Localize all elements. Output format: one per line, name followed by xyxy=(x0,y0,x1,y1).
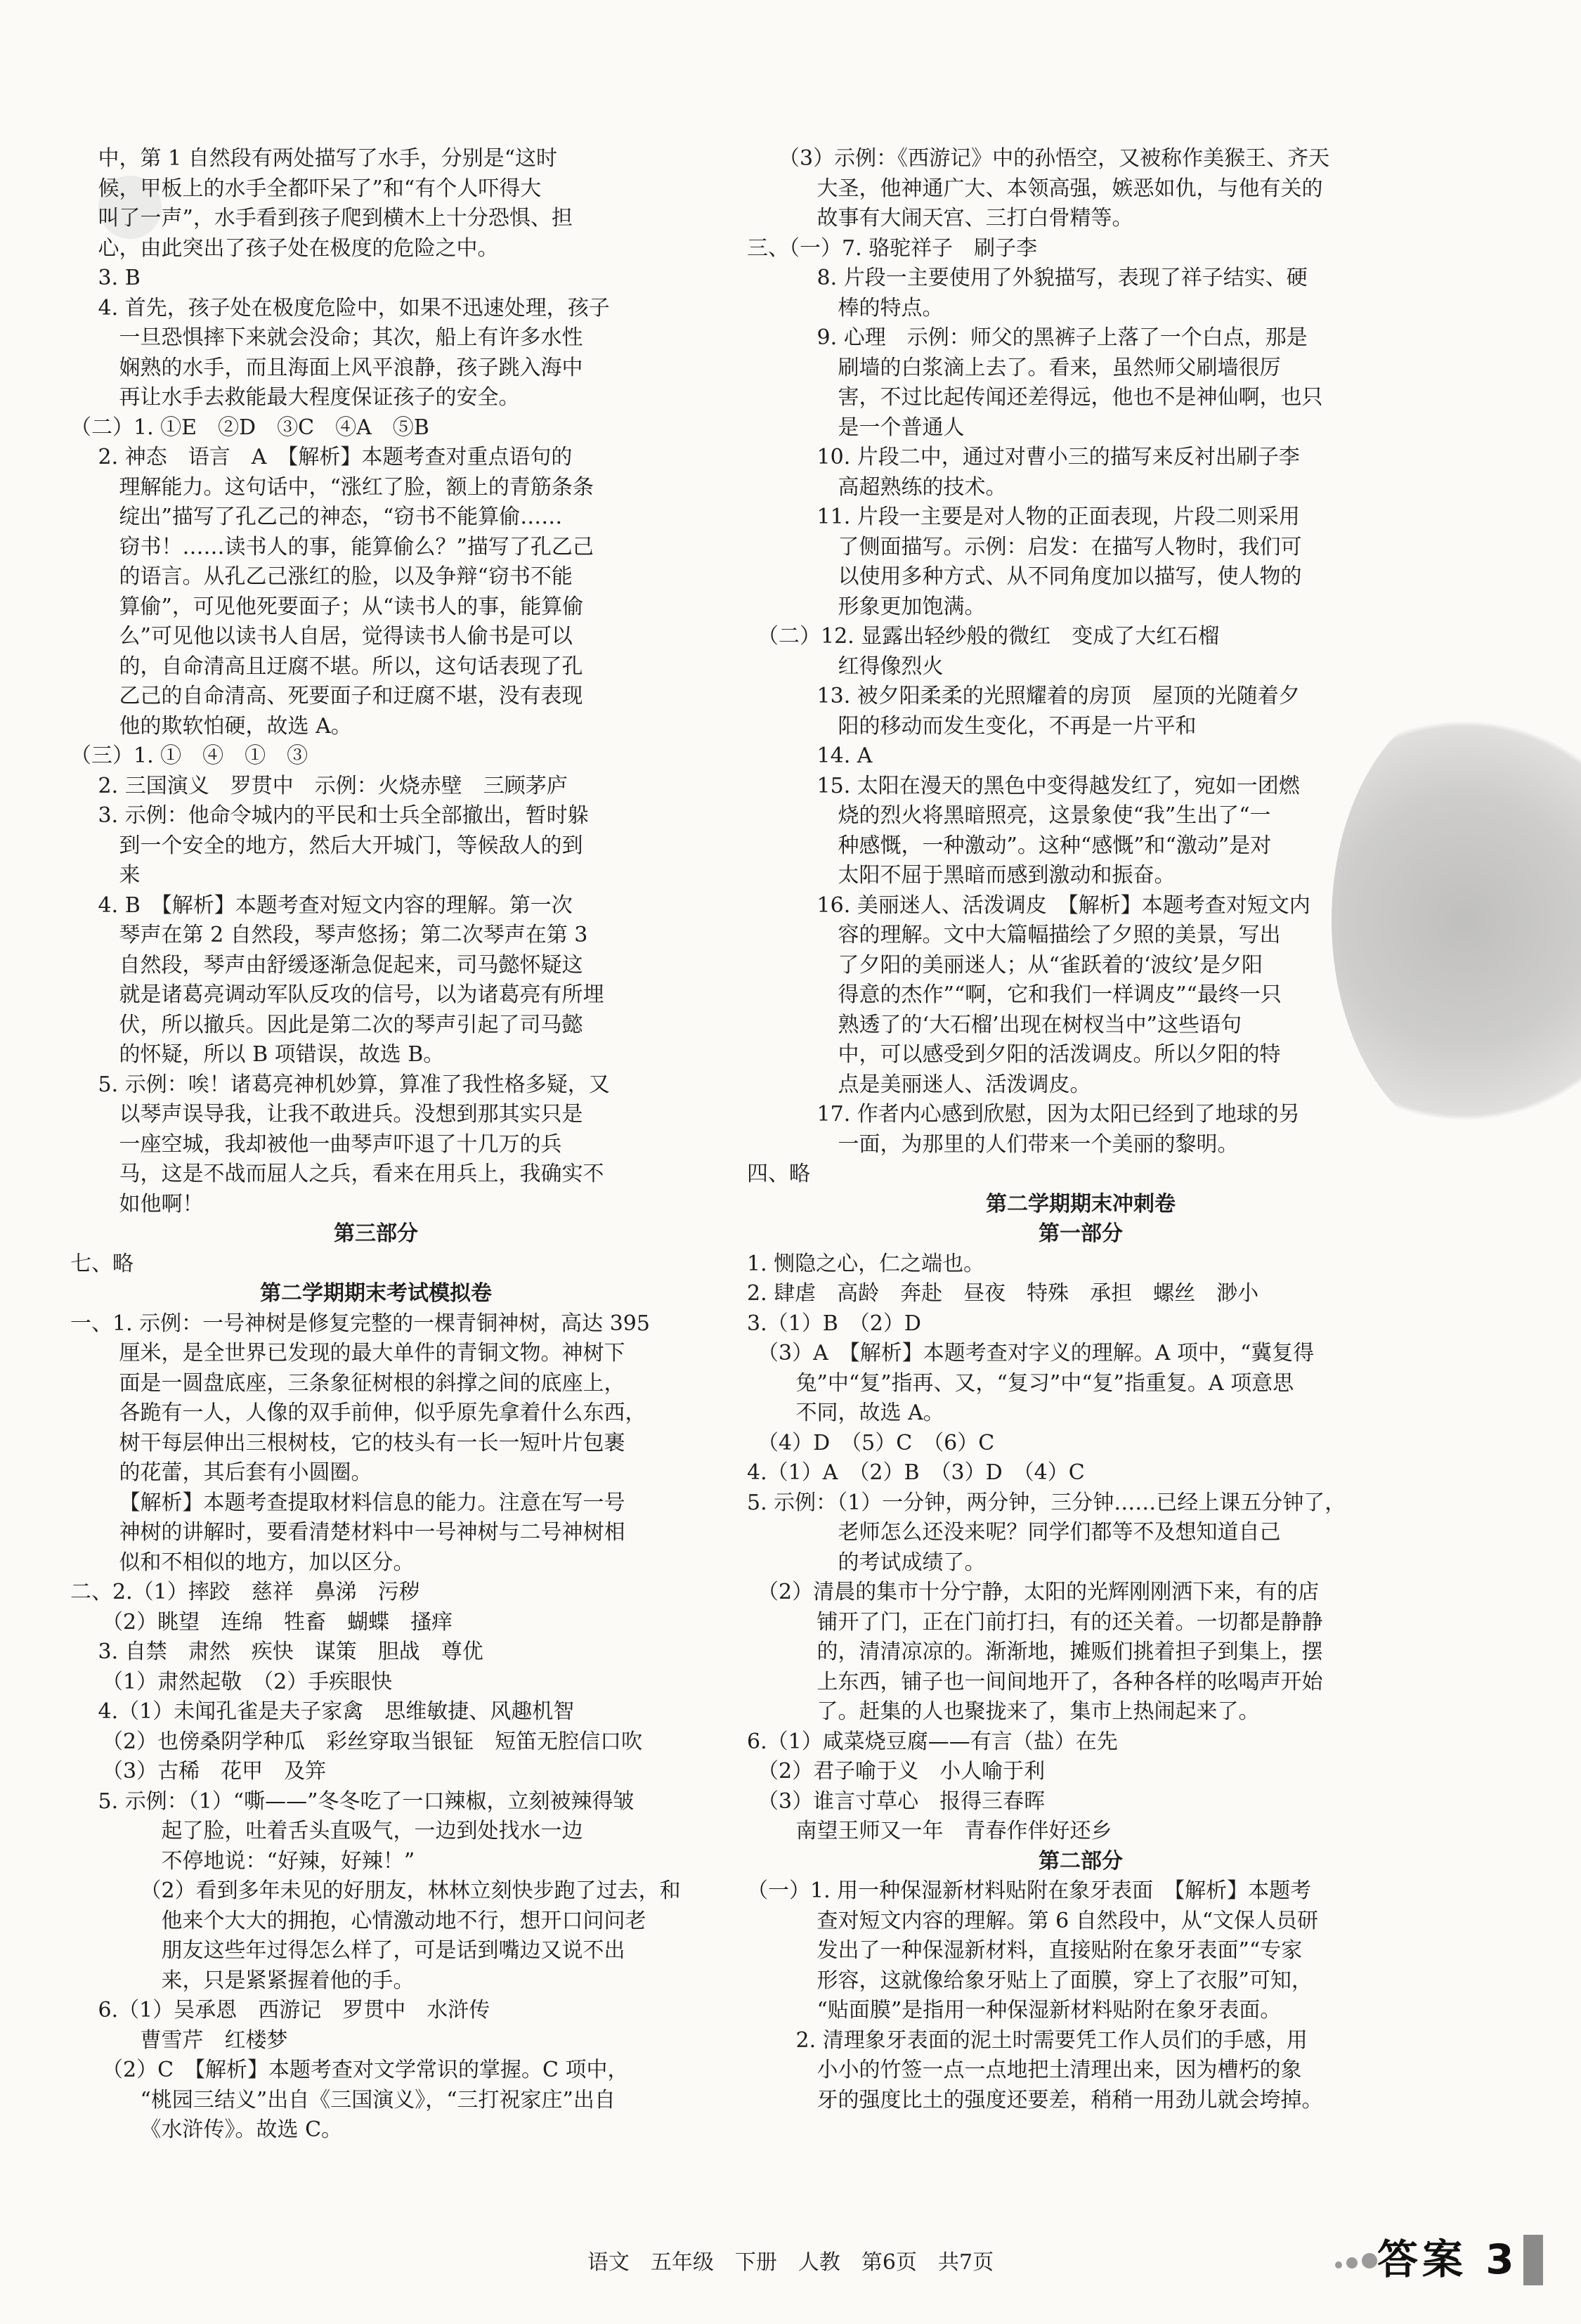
text-line: 一面，为那里的人们带来一个美丽的黎明。 xyxy=(747,1131,1239,1157)
text-line: 8. 片段一主要使用了外貌描写，表现了祥子结实、硬 xyxy=(747,266,1308,290)
section-heading: 第一部分 xyxy=(1039,1221,1123,1246)
text-line: 曹雪芹 红楼梦 xyxy=(70,2027,288,2053)
text-line: 二、2.（1）摔跤 慈祥 鼻涕 污秽 xyxy=(70,1580,420,1604)
text-line: 各跪有一人，人像的双手前伸，似乎原先拿着什么东西， xyxy=(70,1401,646,1425)
text-line: 【解析】本题考查提取材料信息的能力。注意在写一号 xyxy=(70,1490,625,1515)
text-line: 种感慨，一种激动”。这种“感慨”和“激动”是对 xyxy=(747,833,1272,858)
text-line: 四、略 xyxy=(747,1162,810,1186)
text-line: 2. 肆虐 高龄 奔赴 昼夜 特殊 承担 螺丝 渺小 xyxy=(747,1281,1259,1306)
answer-label: 答案 3 xyxy=(1377,2235,1518,2283)
text-line: 发出了一种保湿新材料，直接贴附在象牙表面”“专家 xyxy=(747,1938,1303,1963)
text-line: 七、略 xyxy=(70,1251,134,1276)
text-line: 是一个普通人 xyxy=(747,415,965,440)
text-line: （1）肃然起敬 （2）手疾眼快 xyxy=(70,1669,393,1694)
text-line: 了。赶集的人也聚拢来了，集市上热闹起来了。 xyxy=(747,1699,1260,1724)
text-line: 《水浒传》。故选 C。 xyxy=(70,2117,343,2142)
text-line: 就是诸葛亮调动军队反攻的信号，以为诸葛亮有所埋 xyxy=(70,982,604,1007)
text-line: （2）C 【解析】本题考查对文学常识的掌握。C 项中， xyxy=(70,2058,629,2082)
text-line: 3. 示例：他命令城内的平民和士兵全部撤出，暂时躲 xyxy=(70,803,589,828)
text-line: 马，这是不战而屈人之兵，看来在用兵上，我确实不 xyxy=(70,1162,604,1186)
text-line: 厘米，是全世界已发现的最大单件的青铜文物。神树下 xyxy=(70,1341,625,1365)
text-line: 自然段，琴声由舒缓逐渐急促起来，司马懿怀疑这 xyxy=(70,952,583,978)
text-line: 兔”中“复”指再、又，“复习”中“复”指重复。A 项意思 xyxy=(747,1370,1294,1396)
text-line: 来，只是紧紧握着他的手。 xyxy=(70,1968,415,1993)
text-line: 乙己的自命清高、死要面子和迂腐不堪，没有表现 xyxy=(70,684,583,708)
text-line: 三、（一）7. 骆驼祥子 刷子李 xyxy=(747,235,1038,261)
text-line: 的，自命清高且迂腐不堪。所以，这句话表现了孔 xyxy=(70,654,583,679)
text-line: （2）看到多年未见的好朋友，林林立刻快步跑了过去，和 xyxy=(70,1878,681,1903)
left-column xyxy=(70,144,682,2146)
text-line: 伏，所以撤兵。因此是第二次的琴声引起了司马懿 xyxy=(70,1012,583,1037)
text-line: 2. 神态 语言 A 【解析】本题考查对重点语句的 xyxy=(70,445,573,469)
text-line: 查对短文内容的理解。第 6 自然段中，从“文保人员研 xyxy=(747,1908,1319,1933)
text-line: 点是美丽迷人、活泼调皮。 xyxy=(747,1072,1091,1097)
text-line: “贴面膜”是指用一种保湿新材料贴附在象牙表面。 xyxy=(747,1998,1282,2023)
text-line: （2）也傍桑阴学种瓜 彩丝穿取当银钲 短笛无腔信口吹 xyxy=(70,1729,643,1754)
text-line: 以使用多种方式、从不同角度加以描写，使人物的 xyxy=(747,564,1302,589)
text-line: 得意的杰作”“啊，它和我们一样调皮”“最终一只 xyxy=(747,982,1282,1007)
text-line: 不同，故选 A。 xyxy=(747,1401,944,1425)
text-line: 形容，这就像给象牙贴上了面膜，穿上了衣服”可知， xyxy=(747,1968,1313,1993)
text-line: 6.（1）咸菜烧豆腐——有言（盐）在先 xyxy=(747,1729,1118,1754)
text-line: 的考试成绩了。 xyxy=(747,1550,986,1575)
text-line: （三）1. ① ④ ① ③ xyxy=(70,744,308,768)
text-line: （2）君子喻于义 小人喻于利 xyxy=(747,1759,1046,1784)
text-line: 似和不相似的地方，加以区分。 xyxy=(70,1550,415,1575)
text-line: 容的理解。文中大篇幅描绘了夕照的美景，写出 xyxy=(747,923,1281,947)
text-line: 到一个安全的地方，然后大开城门，等候敌人的到 xyxy=(70,833,583,858)
text-line: 了侧面描写。示例：启发：在描写人物时，我们可 xyxy=(747,534,1302,559)
text-line: 4.（1）未闻孔雀是夫子家禽 思维敏捷、风趣机智 xyxy=(70,1699,575,1724)
text-line: 红得像烈火 xyxy=(747,654,944,679)
text-line: 他来个大大的拥抱，心情激动地不行，想开口问问老 xyxy=(70,1908,646,1933)
text-line: 的语言。从孔乙己涨红的脸，以及争辩“窃书不能 xyxy=(70,564,573,589)
text-line: （2）眺望 连绵 牲畜 蝴蝶 搔痒 xyxy=(70,1609,453,1635)
text-line: 3. 自禁 肃然 疾快 谋策 胆战 尊优 xyxy=(70,1640,483,1664)
text-line: 他的欺软怕硬，故选 A。 xyxy=(70,713,352,739)
text-line: 大圣，他神通广大、本领高强，嫉恶如仇，与他有关的 xyxy=(747,176,1323,201)
text-line: （二）12. 显露出轻纱般的微红 变成了大红石榴 xyxy=(747,624,1220,649)
text-line: 的，清清凉凉的。渐渐地，摊贩们挑着担子到集上，摆 xyxy=(747,1640,1323,1664)
text-line: 南望王师又一年 青春作伴好还乡 xyxy=(747,1819,1112,1843)
text-line: 老师怎么还没来呢？同学们都等不及想知道自己 xyxy=(747,1520,1281,1545)
text-line: 5. 示例：（1）“嘶——”冬冬吃了一口辣椒，立刻被辣得皱 xyxy=(70,1789,635,1814)
text-line: 13. 被夕阳柔柔的光照耀着的房顶 屋顶的光随着夕 xyxy=(747,684,1300,708)
text-line: 阳的移动而发生变化，不再是一片平和 xyxy=(747,713,1197,739)
text-line: 绽出”描写了孔乙己的神态，“窃书不能算偷…… xyxy=(70,505,563,529)
text-line: 牙的强度比土的强度还要差，稍稍一用劲儿就会垮掉。 xyxy=(747,2087,1323,2112)
section-heading: 第二学期期末冲刺卷 xyxy=(986,1191,1176,1216)
text-line: 叫了一声”，水手看到孩子爬到横木上十分恐惧、担 xyxy=(70,206,573,231)
text-line: 烧的烈火将黑暗照亮，这景象使“我”生出了“一 xyxy=(747,803,1271,828)
text-line: 来 xyxy=(70,863,141,888)
text-line: （一）1. 用一种保湿新材料贴附在象牙表面 【解析】本题考 xyxy=(747,1878,1312,1903)
text-line: 不停地说：“好辣，好辣！” xyxy=(70,1848,415,1874)
text-line: 11. 片段一主要是对人物的正面表现，片段二则采用 xyxy=(747,505,1300,529)
text-line: 15. 太阳在漫天的黑色中变得越发红了，宛如一团燃 xyxy=(747,773,1300,798)
text-line: 高超熟练的技术。 xyxy=(747,474,1007,500)
text-line: 3. B xyxy=(70,266,141,290)
text-line: 么”可见他以读书人自居，觉得读书人偷书是可以 xyxy=(70,624,573,649)
text-line: 娴熟的水手，而且海面上风平浪静，孩子跳入海中 xyxy=(70,355,583,380)
text-line: 4. B 【解析】本题考查对短文内容的理解。第一次 xyxy=(70,892,573,918)
text-line: 4.（1）A （2）B （3）D （4）C xyxy=(747,1460,1085,1485)
text-line: 神树的讲解时，要看清楚材料中一号神树与二号神树相 xyxy=(70,1520,625,1545)
text-line: 再让水手去救能最大程度保证孩子的安全。 xyxy=(70,385,520,410)
text-line: 了夕阳的美丽迷人；从“雀跃着的‘波纹’是夕阳 xyxy=(747,952,1263,978)
text-line: 以琴声误导我，让我不敢进兵。没想到那其实只是 xyxy=(70,1102,583,1127)
text-line: 理解能力。这句话中，“涨红了脸，额上的青筋条条 xyxy=(70,474,594,500)
text-line: 的怀疑，所以 B 项错误，故选 B。 xyxy=(70,1042,445,1067)
text-line: 5. 示例：唉！诸葛亮神机妙算，算准了我性格多疑，又 xyxy=(70,1072,610,1097)
text-line: 14. A xyxy=(747,744,873,768)
text-line: 的花蕾，其后套有小圆圈。 xyxy=(70,1460,372,1485)
text-line: 6.（1）吴承恩 西游记 罗贯中 水浒传 xyxy=(70,1998,490,2023)
text-line: （二）1. ①E ②D ③C ④A ⑤B xyxy=(70,415,429,440)
text-line: 面是一圆盘底座，三条象征树根的斜撑之间的底座上， xyxy=(70,1370,625,1396)
section-heading: 第三部分 xyxy=(334,1221,418,1246)
text-line: 树干每层伸出三根树枝，它的枝头有一长一短叶片包裹 xyxy=(70,1430,625,1455)
text-line: 心，由此突出了孩子处在极度的危险之中。 xyxy=(70,235,499,261)
text-line: 上东西，铺子也一间间地开了，各种各样的吆喝声开始 xyxy=(747,1669,1323,1694)
text-line: 4. 首先，孩子处在极度危险中，如果不迅速处理，孩子 xyxy=(70,295,610,320)
text-line: 形象更加饱满。 xyxy=(747,594,986,619)
text-line: “桃园三结义”出自《三国演义》，“三打祝家庄”出自 xyxy=(70,2087,616,2112)
text-line: 窃书！……读书人的事，能算偷么？”描写了孔乙己 xyxy=(70,534,594,559)
text-line: 熟透了的‘大石榴’出现在树杈当中”这些语句 xyxy=(747,1012,1242,1037)
text-line: 朋友这些年过得怎么样了，可是话到嘴边又说不出 xyxy=(70,1938,625,1963)
right-column xyxy=(747,144,1414,2115)
text-line: 故事有大闹天宫、三打白骨精等。 xyxy=(747,206,1133,231)
text-line: （3）示例：《西游记》中的孙悟空，又被称作美猴王、齐天 xyxy=(747,146,1330,171)
text-line: 9. 心理 示例：师父的黑裤子上落了一个白点，那是 xyxy=(747,325,1308,350)
text-line: 5. 示例：（1）一分钟，两分钟，三分钟……已经上课五分钟了， xyxy=(747,1490,1346,1515)
text-line: 棒的特点。 xyxy=(747,295,944,320)
text-line: 一、1. 示例：一号神树是修复完整的一棵青铜神树，高达 395 xyxy=(70,1311,650,1336)
text-line: 16. 美丽迷人、活泼调皮 【解析】本题考查对短文内 xyxy=(747,892,1310,918)
text-line: 算偷”，可见他死要面子；从“读书人的事，能算偷 xyxy=(70,594,584,619)
text-line: 1. 恻隐之心，仁之端也。 xyxy=(747,1251,985,1276)
text-line: 2. 三国演义 罗贯中 示例：火烧赤壁 三顾茅庐 xyxy=(70,773,568,798)
page-footer: 语文 五年级 下册 人教 第6页 共7页 xyxy=(587,2250,994,2275)
text-line: 刷墙的白浆滴上去了。看来，虽然师父刷墙很厉 xyxy=(747,355,1281,380)
text-line: 害，不过比起传闻还差得远，他也不是神仙啊，也只 xyxy=(747,385,1323,410)
answer-bar xyxy=(1523,2235,1543,2285)
text-line: 中，第 1 自然段有两处描写了水手，分别是“这时 xyxy=(70,146,558,171)
text-line: 10. 片段二中，通过对曹小三的描写来反衬出刷子李 xyxy=(747,445,1300,469)
text-line: （4）D （5）C （6）C xyxy=(747,1430,995,1455)
text-line: 如他啊！ xyxy=(70,1191,204,1216)
text-line: 起了脸，吐着舌头直吸气，一边到处找水一边 xyxy=(70,1819,583,1843)
text-line: （3）谁言寸草心 报得三春晖 xyxy=(747,1789,1046,1814)
text-line: 一座空城，我却被他一曲琴声吓退了十几万的兵 xyxy=(70,1131,562,1157)
text-line: （2）清晨的集市十分宁静，太阳的光辉刚刚洒下来，有的店 xyxy=(747,1580,1320,1604)
text-line: 中，可以感受到夕阳的活泼调皮。所以夕阳的特 xyxy=(747,1042,1281,1067)
text-line: 琴声在第 2 自然段，琴声悠扬；第二次琴声在第 3 xyxy=(70,923,588,947)
text-line: 小小的竹签一点一点地把土清理出来，因为槽朽的象 xyxy=(747,2058,1302,2082)
text-line: 2. 清理象牙表面的泥土时需要凭工作人员们的手感，用 xyxy=(747,2027,1308,2053)
text-line: 候，甲板上的水手全都吓呆了”和“有个人吓得大 xyxy=(70,176,542,201)
text-line: （3）古稀 花甲 及笄 xyxy=(70,1759,327,1784)
text-line: （3）A 【解析】本题考查对字义的理解。A 项中，“冀复得 xyxy=(747,1341,1315,1365)
text-line: 铺开了门，正在门前打扫，有的还关着。一切都是静静 xyxy=(747,1609,1323,1635)
text-line: 17. 作者内心感到欣慰，因为太阳已经到了地球的另 xyxy=(747,1102,1300,1127)
answer-tab xyxy=(1335,2229,1546,2290)
section-heading: 第二部分 xyxy=(1039,1848,1123,1874)
text-line: 3.（1）B （2）D xyxy=(747,1311,921,1336)
section-heading: 第二学期期末考试模拟卷 xyxy=(260,1281,492,1306)
text-line: 一旦恐惧摔下来就会没命；其次，船上有许多水性 xyxy=(70,325,583,350)
text-line: 太阳不屈于黑暗而感到激动和振奋。 xyxy=(747,863,1176,888)
